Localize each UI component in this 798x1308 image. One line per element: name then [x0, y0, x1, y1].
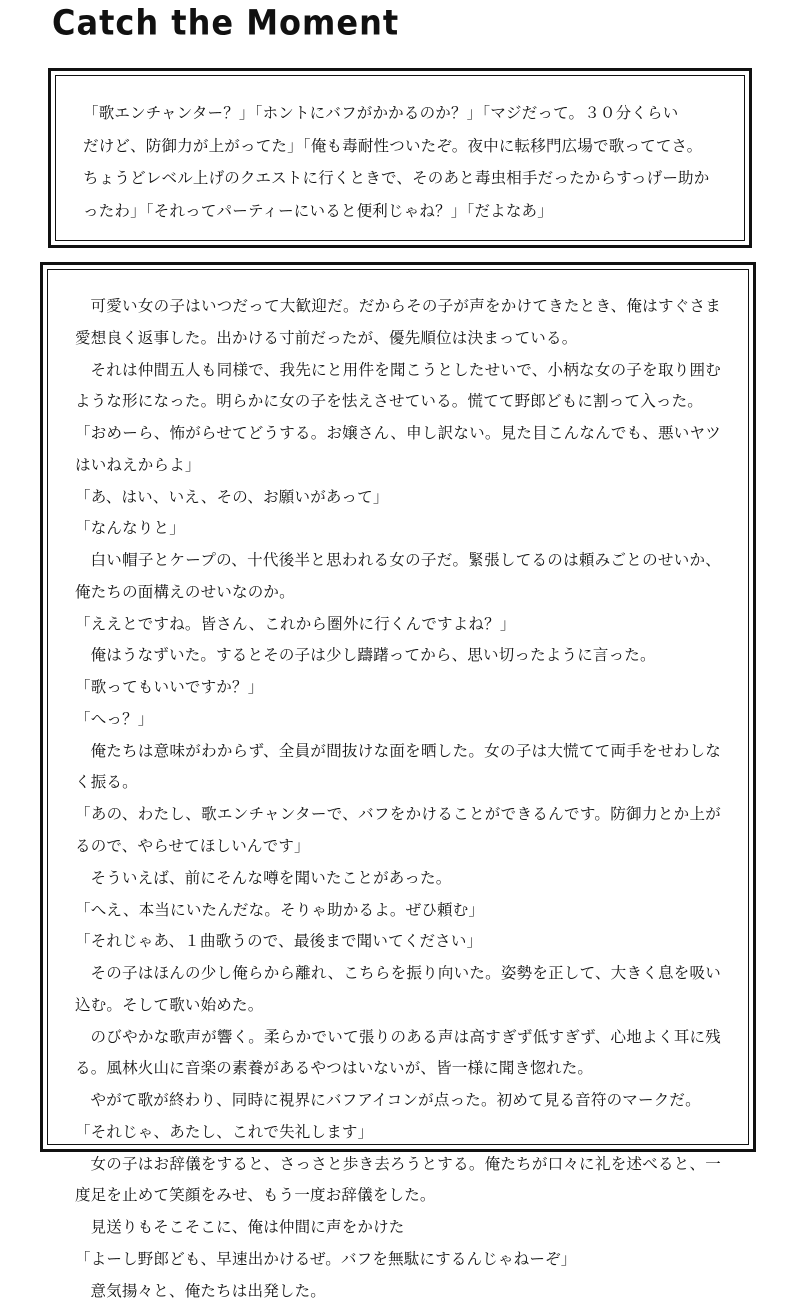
body-paragraph: 女の子はお辞儀をすると、さっさと歩き去ろうとする。俺たちが口々に礼を述べると、一度足を止めて笑顔をみせ、もう一度お辞儀をした。: [75, 1154, 721, 1205]
page-title: Catch the Moment: [52, 2, 400, 44]
body-paragraph: 「あ、はい、いえ、その、お願いがあって」: [75, 487, 389, 506]
quote-line: 「歌エンチャンター？」「ホントにバフがかかるのか？」「マジだって。３０分くらい: [83, 104, 679, 122]
body-paragraph: 見送りもそこそこに、俺は仲間に声をかけた: [90, 1218, 405, 1237]
quote-line: だけど、防御力が上がってた」「俺も毒耐性ついたぞ。夜中に転移門広場で歌っててさ。: [83, 136, 703, 155]
body-paragraph: その子はほんの少し俺らから離れ、こちらを振り向いた。姿勢を正して、大きく息を吸い込む。そして歌い始めた。: [75, 964, 721, 1014]
body-paragraph: 可愛い女の子はいつだって大歓迎だ。だからその子が声をかけてきたとき、俺はすぐさま愛想良く返事した。出かける寸前だったが、優先順位は決まっている。: [75, 297, 721, 347]
body-paragraph: 俺はうなずいた。するとその子は少し躊躇ってから、思い切ったように言った。: [90, 646, 656, 665]
quote-box: [48, 68, 752, 248]
body-paragraph: 「なんなりと」: [75, 519, 185, 538]
body-paragraph: 「ええとですね。皆さん、これから圏外に行くんですよね？」: [75, 614, 516, 633]
body-paragraph: 「それじゃあ、１曲歌うので、最後まで聞いてください」: [75, 932, 483, 951]
body-paragraph: 意気揚々と、俺たちは出発した。: [90, 1281, 327, 1300]
quote-text-area: [51, 71, 749, 245]
quote-line: ちょうどレベル上げのクエストに行くときで、そのあと毒虫相手だったからすっげー助か: [83, 169, 710, 188]
body-paragraph: 「よーし野郎ども、早速出かけるぜ。バフを無駄にするんじゃねーぞ」: [75, 1249, 577, 1268]
body-paragraph: 「歌ってもいいですか？」: [75, 678, 264, 697]
body-paragraph: 「あの、わたし、歌エンチャンターで、バフをかけることができるんです。防御力とか上がるので、やらせてほしいんです」: [75, 805, 721, 856]
body-paragraph: 「へえ、本当にいたんだな。そりゃ助かるよ。ぜひ頼む」: [75, 900, 485, 919]
body-paragraph: やがて歌が終わり、同時に視界にバフアイコンが点った。初めて見る音符のマークだ。: [90, 1091, 701, 1110]
body-box: [40, 262, 756, 1300]
body-paragraph: それは仲間五人も同様で、我先にと用件を聞こうとしたせいで、小柄な女の子を取り囲むような形になった。明らかに女の子を怯えさせている。慌てて野郎どもに割って入った。: [75, 360, 721, 411]
body-paragraph: のびやかな歌声が響く。柔らかでいて張りのある声は高すぎず低すぎず、心地よく耳に残る。風林火山に音楽の素養があるやつはいないが、皆一様に聞き惚れた。: [75, 1027, 721, 1078]
body-paragraph: 「へっ？」: [75, 709, 154, 728]
body-text-area: [43, 265, 753, 1300]
body-paragraph: 「おめーら、怖がらせてどうする。お嬢さん、申し訳ない。見た目こんなんでも、悪いヤツはいねえからよ」: [75, 424, 721, 474]
quote-text: [83, 97, 717, 227]
body-paragraph: 俺たちは意味がわからず、全員が間抜けな面を晒した。女の子は大慌てて両手をせわしなく振る。: [75, 741, 721, 792]
body-paragraph: 白い帽子とケープの、十代後半と思われる女の子だ。緊張してるのは頼みごとのせいか、俺たちの面構えのせいなのか。: [75, 551, 721, 601]
body-text: [75, 291, 721, 1308]
quote-line: ったわ」「それってパーティーにいると便利じゃね？」「だよなあ」: [83, 201, 553, 220]
body-paragraph: 「それじゃ、あたし、これで失礼します」: [75, 1122, 374, 1141]
body-paragraph: そういえば、前にそんな噂を聞いたことがあった。: [90, 868, 452, 887]
